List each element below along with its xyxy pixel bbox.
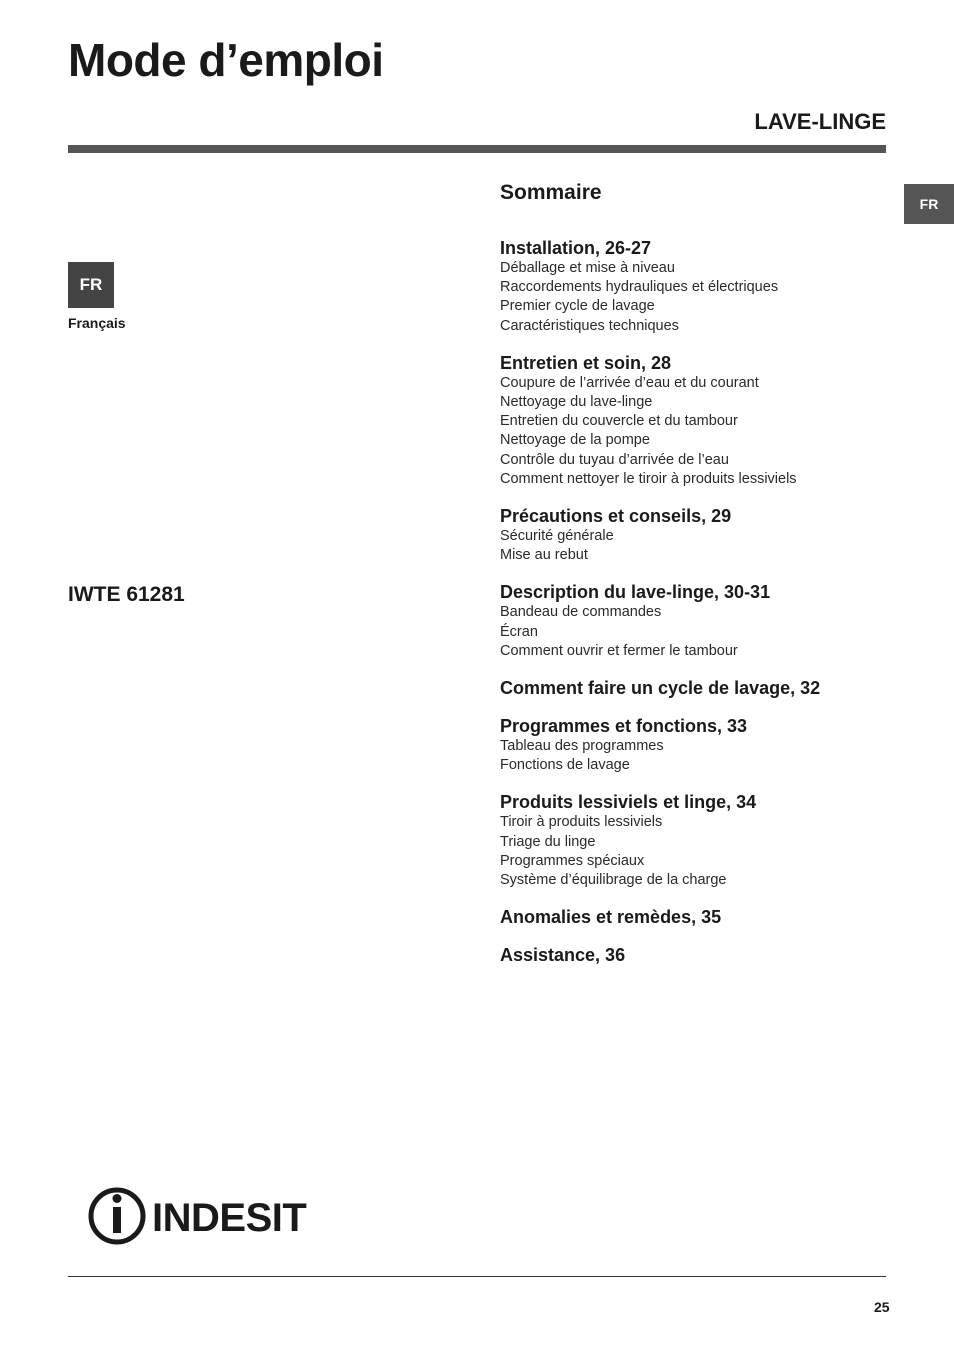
toc-subitem: Raccordements hydrauliques et électriques xyxy=(500,279,779,296)
toc-section-heading: Programmes et fonctions, 33 xyxy=(500,716,748,737)
toc-section-heading: Description du lave-linge, 30-31 xyxy=(500,582,771,603)
page-title: Mode d’emploi xyxy=(68,34,384,86)
product-type: LAVE-LINGE xyxy=(754,109,886,134)
page-number: 25 xyxy=(874,1299,890,1315)
toc-subitem: Caractéristiques techniques xyxy=(500,317,679,334)
toc-subitem: Coupure de l’arrivée d’eau et du courant xyxy=(500,374,759,391)
toc-title: Sommaire xyxy=(500,181,602,204)
toc-section xyxy=(500,238,900,336)
toc-subitem: Comment ouvrir et fermer le tambour xyxy=(500,642,738,659)
toc-section-heading: Comment faire un cycle de lavage, 32 xyxy=(500,678,821,699)
toc-sections xyxy=(500,238,900,966)
toc-section-heading: Précautions et conseils, 29 xyxy=(500,506,732,527)
toc-subitem: Contrôle du tuyau d’arrivée de l’eau xyxy=(500,451,729,468)
language-badge: FR xyxy=(68,262,114,308)
toc-subitem: Mise au rebut xyxy=(500,547,588,564)
toc-subitem: Nettoyage du lave-linge xyxy=(500,394,653,411)
toc-section xyxy=(500,678,900,699)
toc-subitem: Nettoyage de la pompe xyxy=(500,432,650,449)
toc-subitem: Comment nettoyer le tiroir à produits lessiviels xyxy=(500,470,797,487)
toc-subitem: Programmes spéciaux xyxy=(500,852,645,869)
toc-subitem: Écran xyxy=(500,623,538,640)
footer-divider xyxy=(68,1276,886,1277)
toc-subitem: Tiroir à produits lessiviels xyxy=(500,814,663,831)
language-side-tab: FR xyxy=(904,184,954,224)
toc-section-heading: Installation, 26-27 xyxy=(500,238,652,258)
logo-wordmark: INDESIT xyxy=(152,1196,307,1240)
toc-subitem: Bandeau de commandes xyxy=(500,604,662,621)
toc-subitem: Déballage et mise à niveau xyxy=(500,260,675,276)
toc-section xyxy=(500,792,900,890)
toc-subitem: Triage du linge xyxy=(500,833,596,850)
toc-section xyxy=(500,945,900,966)
header-divider xyxy=(68,145,886,153)
model-number: IWTE 61281 xyxy=(68,583,185,606)
toc-section xyxy=(500,582,900,661)
toc-section xyxy=(500,506,900,565)
toc-section-heading: Anomalies et remèdes, 35 xyxy=(500,907,722,928)
table-of-contents xyxy=(500,178,900,983)
toc-subitem: Tableau des programmes xyxy=(500,738,664,755)
toc-section-heading: Assistance, 36 xyxy=(500,945,626,966)
toc-subitem: Système d’équilibrage de la charge xyxy=(500,872,727,889)
toc-section xyxy=(500,353,900,489)
toc-section-heading: Entretien et soin, 28 xyxy=(500,352,672,373)
toc-subitem: Sécurité générale xyxy=(500,528,614,545)
indesit-logo xyxy=(88,1185,320,1247)
language-name: Français xyxy=(68,315,126,331)
toc-subitem: Fonctions de lavage xyxy=(500,757,630,774)
toc-subitem: Premier cycle de lavage xyxy=(500,298,655,315)
toc-subitem: Entretien du couvercle et du tambour xyxy=(500,413,738,430)
toc-section-heading: Produits lessiviels et linge, 34 xyxy=(500,792,757,813)
toc-section xyxy=(500,907,900,928)
toc-section xyxy=(500,716,900,775)
